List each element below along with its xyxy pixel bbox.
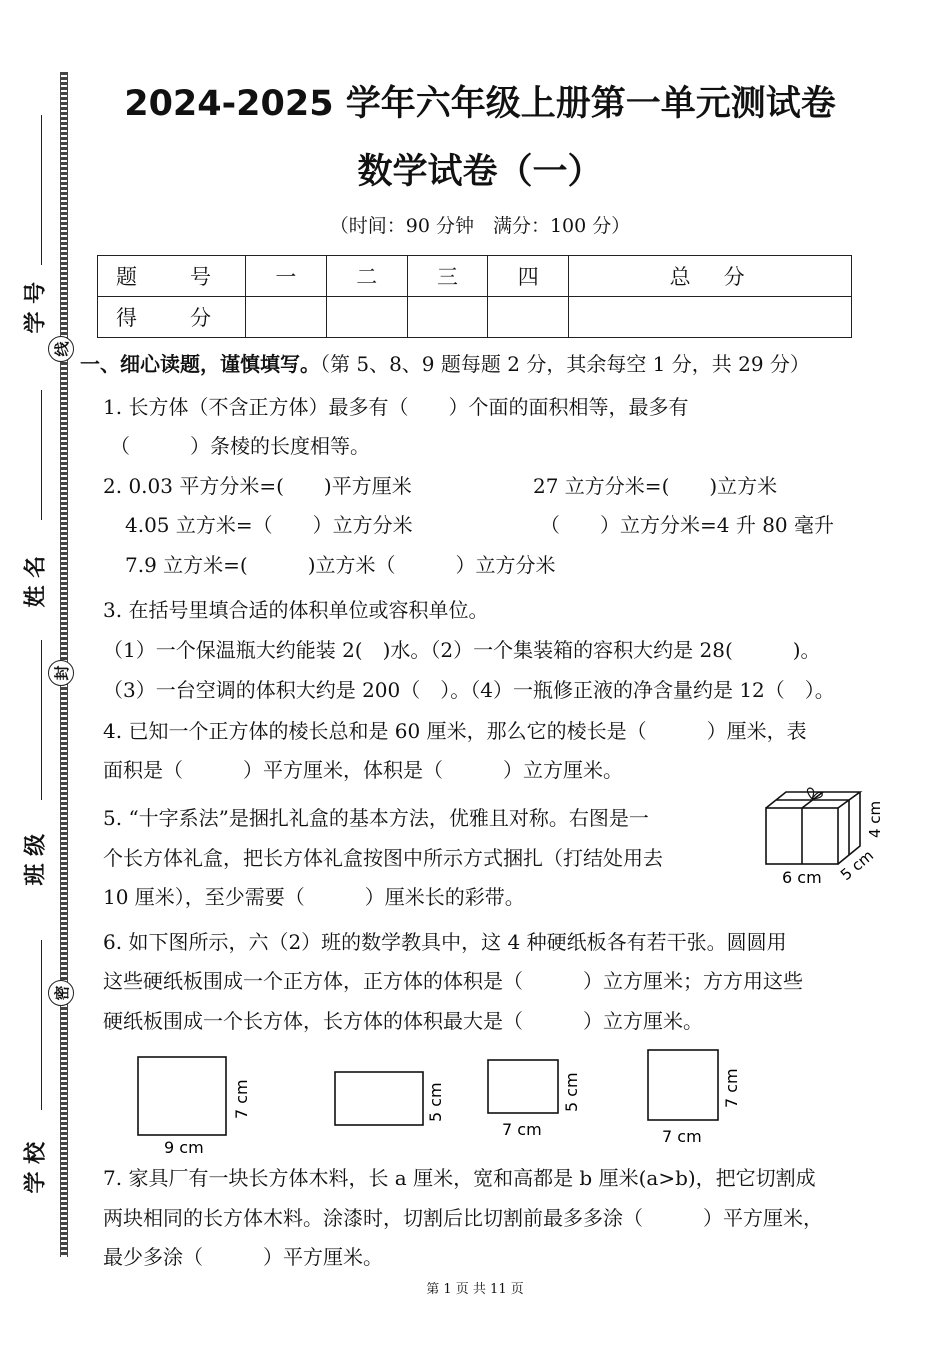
score-input-cell[interactable] — [488, 297, 569, 338]
question-7-line-3: 最少多涂（ ）平方厘米。 — [103, 1245, 383, 1269]
section-title: 一、细心读题，谨慎填写。 — [80, 352, 320, 376]
question-5-line-3: 10 厘米），至少需要（ ）厘米长的彩带。 — [103, 885, 525, 909]
gift-box-height-label: 4 cm — [866, 800, 884, 838]
name-line — [41, 390, 42, 520]
question-3-items-1: （1）一个保温瓶大约能装 2( )水。（2）一个集装箱的容积大约是 28( )。 — [103, 638, 821, 662]
student-id-line — [41, 115, 42, 265]
score-table-score-row — [98, 297, 852, 338]
card-3-figure — [480, 1052, 590, 1142]
question-1-line-1: 1. 长方体（不含正方体）最多有（ ）个面的面积相等，最多有 — [103, 395, 689, 419]
card-3-bottom-label: 7 cm — [502, 1120, 542, 1139]
question-1-line-2: （ ）条棱的长度相等。 — [110, 434, 370, 458]
question-5-line-2: 个长方体礼盒，把长方体礼盒按图中所示方式捆扎（打结处用去 — [103, 846, 663, 870]
page-footer: 第 1 页 共 11 页 — [426, 1282, 524, 1297]
card-4-side-label: 7 cm — [722, 1068, 741, 1108]
question-3-stem: 3. 在括号里填合适的体积单位或容积单位。 — [103, 598, 489, 622]
question-6-line-3: 硬纸板围成一个长方体，长方体的体积最大是（ ）立方厘米。 — [103, 1009, 703, 1033]
question-6-line-2: 这些硬纸板围成一个正方体，正方体的体积是（ ）立方厘米；方方用这些 — [103, 969, 803, 993]
card-2-rect — [335, 1072, 423, 1125]
class-line — [41, 640, 42, 800]
question-2-part-e: 7.9 立方米=( )立方米（ ）立方分米 — [125, 553, 556, 577]
question-5-line-1: 5. “十字系法”是捆扎礼盒的基本方法，优雅且对称。右图是一 — [103, 806, 649, 830]
score-table-cell: 二 — [326, 256, 407, 297]
card-1-rect — [138, 1057, 226, 1135]
section-note: （第 5、8、9 题每题 2 分，其余每空 1 分，共 29 分） — [320, 352, 810, 376]
card-3-rect — [488, 1060, 558, 1113]
card-4-figure — [640, 1042, 750, 1148]
card-1-bottom-label: 9 cm — [164, 1138, 204, 1157]
gift-box-width-label: 5 cm — [837, 846, 878, 885]
student-id-label: 学 号 — [23, 281, 49, 334]
seal-line: 线 — [48, 336, 74, 362]
name-label: 姓 名 — [23, 555, 49, 608]
card-3-side-label: 5 cm — [562, 1072, 581, 1112]
school-label: 学 校 — [23, 1141, 49, 1194]
score-table-cell: 三 — [407, 256, 488, 297]
question-3-items-2: （3）一台空调的体积大约是 200（ ）。（4）一瓶修正液的净含量约是 12（ ）。 — [103, 678, 835, 702]
question-6-line-1: 6. 如下图所示，六（2）班的数学教具中，这 4 种硬纸板各有若干张。圆圆用 — [103, 930, 787, 954]
page-subtitle: 数学试卷（一） — [357, 152, 603, 192]
question-2-part-a: 2. 0.03 平方分米=( )平方厘米 — [103, 474, 412, 498]
seal-secret: 密 — [48, 980, 74, 1006]
score-table-cell: 题 号 — [98, 256, 246, 297]
score-table-cell: 总 分 — [569, 256, 852, 297]
class-label: 班 级 — [23, 833, 49, 886]
question-2-part-c: 4.05 立方米=（ ）立方分米 — [125, 513, 413, 537]
question-2-part-b: 27 立方分米=( )立方米 — [533, 474, 778, 498]
score-table-cell: 四 — [488, 256, 569, 297]
card-1-figure — [130, 1045, 270, 1157]
page-title: 2024-2025 学年六年级上册第一单元测试卷 — [124, 84, 836, 124]
section-heading — [80, 350, 810, 378]
school-line — [41, 940, 42, 1110]
score-input-cell[interactable] — [407, 297, 488, 338]
card-1-side-label: 7 cm — [232, 1079, 251, 1119]
question-4-line-2: 面积是（ ）平方厘米，体积是（ ）立方厘米。 — [103, 758, 623, 782]
score-table-header-row — [98, 256, 852, 297]
question-7-line-1: 7. 家具厂有一块长方体木料，长 a 厘米，宽和高都是 b 厘米(a>b)，把它切割成 — [103, 1166, 816, 1190]
score-input-cell[interactable] — [326, 297, 407, 338]
score-input-cell[interactable] — [569, 297, 852, 338]
card-2-figure — [325, 1060, 455, 1140]
time-info: （时间：90 分钟 满分：100 分） — [329, 215, 631, 237]
score-input-cell[interactable] — [246, 297, 327, 338]
score-table-cell: 得 分 — [98, 297, 246, 338]
score-table-cell: 一 — [246, 256, 327, 297]
score-table — [97, 255, 852, 338]
question-4-line-1: 4. 已知一个正方体的棱长总和是 60 厘米，那么它的棱长是（ ）厘米，表 — [103, 719, 807, 743]
gift-box-figure — [760, 786, 890, 891]
card-2-side-label: 5 cm — [426, 1082, 445, 1122]
card-4-rect — [648, 1050, 718, 1120]
question-2-part-d: （ ）立方分米=4 升 80 毫升 — [540, 513, 835, 537]
card-4-bottom-label: 7 cm — [662, 1127, 702, 1146]
seal-seal: 封 — [48, 660, 74, 686]
question-7-line-2: 两块相同的长方体木料。涂漆时，切割后比切割前最多多涂（ ）平方厘米， — [103, 1206, 823, 1230]
gift-box-length-label: 6 cm — [782, 868, 822, 887]
